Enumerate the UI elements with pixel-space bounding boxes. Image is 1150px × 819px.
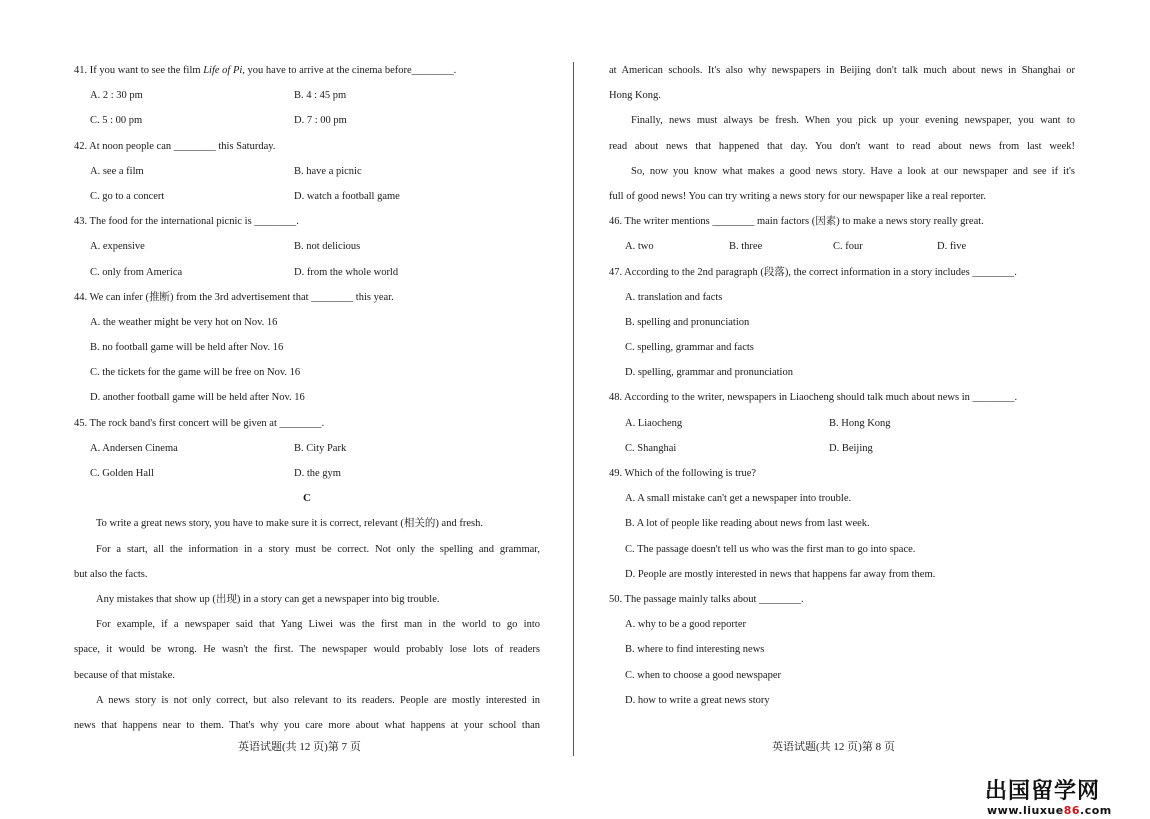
passage-line: space, it would be wrong. He wasn't the first. The newspaper would probably lose lots of readers [74, 644, 540, 656]
option-c: C. the tickets for the game will be free on Nov. 16 [90, 367, 301, 379]
option-b: B. Hong Kong [829, 417, 891, 429]
passage-line: because of that mistake. [74, 669, 175, 681]
option-b: B. City Park [294, 442, 347, 454]
passage-line: but also the facts. [74, 568, 148, 580]
passage-line: A news story is not only correct, but also relevant to its readers. People are mostly interested in [96, 694, 540, 706]
option-d: D. from the whole world [294, 266, 399, 278]
option-a: A. two [625, 241, 654, 253]
film-title: Life of Pi [203, 65, 243, 76]
question-50: 50. The passage mainly talks about ________. [609, 593, 804, 605]
question-41: 41. If you want to see the film Life of Pi, you have to arrive at the cinema before________. [74, 65, 457, 76]
option-c: C. Shanghai [625, 442, 677, 454]
option-c: C. The passage doesn't tell us who was the first man to go into space. [625, 543, 916, 555]
option-b: B. 4 : 45 pm [294, 90, 347, 102]
option-a: A. Liaocheng [625, 417, 683, 429]
question-47: 47. According to the 2nd paragraph (段落), the correct information in a story includes ________. [609, 266, 1017, 278]
options-row [609, 234, 1075, 259]
option-b: B. three [729, 241, 763, 253]
options-row [609, 436, 1075, 461]
option-d: D. Beijing [829, 442, 873, 454]
option-d: D. watch a football game [294, 190, 400, 202]
options-row [74, 234, 540, 259]
option-a: A. see a film [90, 165, 144, 177]
option-d: D. People are mostly interested in news that happens far away from them. [625, 568, 936, 580]
option-a: A. the weather might be very hot on Nov. 16 [90, 316, 278, 328]
options-row [609, 411, 1075, 436]
option-a: A. 2 : 30 pm [90, 90, 143, 102]
question-44: 44. We can infer (推断) from the 3rd advertisement that ________ this year. [74, 291, 394, 303]
watermark-url: www.liuxue86.com [987, 804, 1112, 817]
watermark-title: 出国留学网 [985, 779, 1101, 804]
option-d: D. how to write a great news story [625, 694, 770, 706]
question-48: 48. According to the writer, newspapers in Liaocheng should talk much about news in ________. [609, 392, 1018, 404]
question-49: 49. Which of the following is true? [609, 468, 757, 479]
option-c: C. spelling, grammar and facts [625, 342, 754, 354]
options-row [74, 436, 540, 461]
watermark-logo [985, 780, 1112, 817]
option-b: B. have a picnic [294, 165, 362, 177]
question-46: 46. The writer mentions ________ main factors (因素) to make a news story really great. [609, 216, 984, 228]
option-d: D. 7 : 00 pm [294, 115, 347, 127]
option-b: B. spelling and pronunciation [625, 316, 750, 328]
options-row [74, 184, 540, 209]
passage-line: read about news that happened that day. You don't want to read about news from last week! [609, 140, 1075, 152]
passage-line: news that happens near to them. That's why you care more about what happens at your school than [74, 719, 540, 731]
option-d: D. the gym [294, 468, 341, 479]
option-a: A. translation and facts [625, 291, 723, 303]
option-b: B. where to find interesting news [625, 644, 765, 656]
passage-line: For a start, all the information in a story must be correct. Not only the spelling and grammar, [96, 543, 540, 555]
options-row [74, 159, 540, 184]
question-45: 45. The rock band's first concert will be given at ________. [74, 417, 325, 429]
option-c: C. 5 : 00 pm [90, 115, 143, 127]
section-heading: C [303, 492, 311, 505]
column-divider [573, 62, 574, 756]
option-d: D. five [937, 241, 967, 253]
passage-line: full of good news! You can try writing a news story for our newspaper like a real reporter. [609, 190, 987, 202]
passage-line: Finally, news must always be fresh. When you pick up your evening newspaper, you want to [631, 115, 1075, 127]
page-footer-left: 英语试题(共 12 页)第 7 页 [238, 741, 361, 753]
option-a: A. why to be a good reporter [625, 619, 747, 631]
passage-line: To write a great news story, you have to make sure it is correct, relevant (相关的) and fresh. [96, 518, 483, 530]
options-row [74, 461, 540, 486]
option-a: A. expensive [90, 241, 145, 253]
question-43: 43. The food for the international picnic is ________. [74, 216, 299, 228]
option-d: D. spelling, grammar and pronunciation [625, 367, 793, 379]
question-42: 42. At noon people can ________ this Saturday. [74, 140, 276, 152]
options-row [74, 260, 540, 285]
options-row [74, 83, 540, 108]
passage-line: at American schools. It's also why newspapers in Beijing don't talk much about news in Shanghai or [609, 65, 1075, 76]
option-a: A. Andersen Cinema [90, 442, 178, 454]
option-c: C. Golden Hall [90, 468, 154, 479]
option-a: A. A small mistake can't get a newspaper into trouble. [625, 493, 852, 505]
page-footer-right: 英语试题(共 12 页)第 8 页 [772, 741, 895, 753]
option-c: C. go to a concert [90, 190, 165, 202]
passage-line: Hong Kong. [609, 90, 661, 102]
option-c: C. four [833, 241, 863, 253]
passage-line: So, now you know what makes a good news story. Have a look at our newspaper and see if it's [631, 165, 1075, 177]
option-c: C. when to choose a good newspaper [625, 669, 782, 681]
options-row [74, 108, 540, 133]
passage-line: For example, if a newspaper said that Yang Liwei was the first man in the world to go into [96, 619, 540, 631]
option-c: C. only from America [90, 266, 183, 278]
right-column [609, 58, 1075, 713]
passage-line: Any mistakes that show up (出现) in a story can get a newspaper into big trouble. [96, 593, 440, 605]
left-column [74, 58, 540, 738]
option-d: D. another football game will be held after Nov. 16 [90, 392, 305, 404]
option-b: B. not delicious [294, 241, 361, 253]
option-b: B. A lot of people like reading about news from last week. [625, 518, 870, 530]
option-b: B. no football game will be held after Nov. 16 [90, 342, 284, 354]
